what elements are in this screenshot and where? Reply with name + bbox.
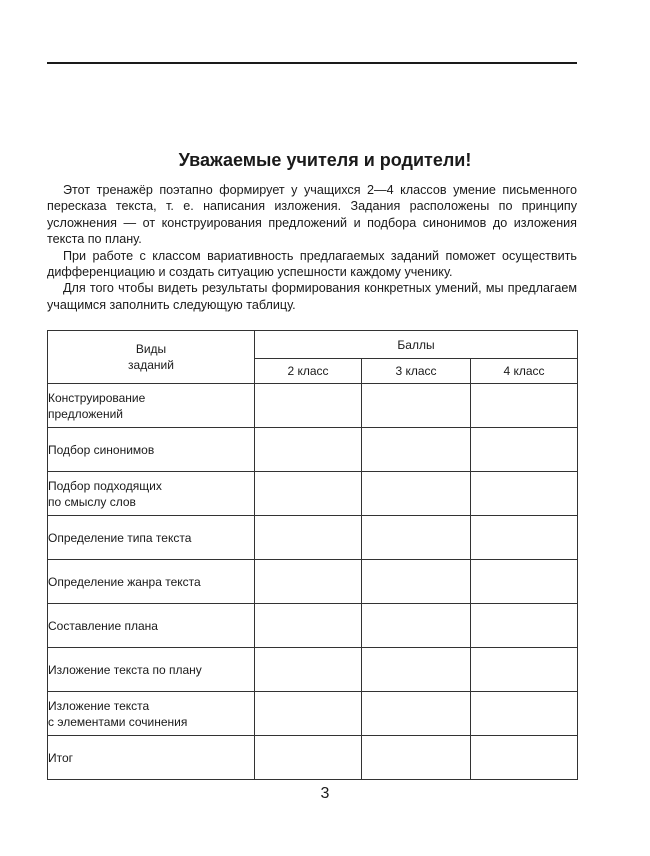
task-name	[48, 428, 255, 472]
task-name-line2: по смыслу слов	[48, 494, 136, 509]
task-name-line1: Подбор синонимов	[48, 442, 155, 457]
score-cell-3[interactable]	[362, 428, 471, 472]
task-name	[48, 648, 255, 692]
score-cell-4[interactable]	[471, 736, 578, 780]
task-name	[48, 516, 255, 560]
page-number: 3	[320, 785, 330, 802]
task-name-line2: предложений	[48, 406, 123, 421]
score-cell-2[interactable]	[255, 472, 362, 516]
score-cell-4[interactable]	[471, 648, 578, 692]
task-name	[48, 384, 255, 428]
score-cell-3[interactable]	[362, 472, 471, 516]
scores-table	[47, 330, 578, 780]
task-kinds-header-line2: заданий	[128, 358, 174, 372]
page-heading: Уважаемые учителя и родители!	[178, 150, 472, 170]
table-row	[48, 736, 578, 780]
table-row	[48, 648, 578, 692]
score-cell-4[interactable]	[471, 472, 578, 516]
intro-paragraph: Для того чтобы видеть результаты формирования конкретных умений, мы предлагаем учащимся заполнить следующую таблицу.	[47, 281, 577, 312]
score-cell-3[interactable]	[362, 604, 471, 648]
task-name-line1: Изложение текста по плану	[48, 662, 202, 677]
task-name-line1: Итог	[48, 750, 74, 765]
grade-header-2: 2 класс	[255, 359, 362, 384]
score-cell-3[interactable]	[362, 692, 471, 736]
points-header: Баллы	[255, 331, 578, 359]
task-name-line1: Определение типа текста	[48, 530, 192, 545]
score-cell-2[interactable]	[255, 604, 362, 648]
score-cell-3[interactable]	[362, 736, 471, 780]
task-name	[48, 604, 255, 648]
task-name-line1: Изложение текста	[48, 698, 150, 713]
score-cell-4[interactable]	[471, 560, 578, 604]
intro-paragraph: При работе с классом вариативность предлагаемых заданий поможет осуществить дифференциацию и создать ситуацию успешности каждому ученику.	[47, 248, 577, 280]
table-row	[48, 516, 578, 560]
task-name	[48, 736, 255, 780]
task-kinds-header	[48, 331, 255, 384]
task-name-line2: с элементами сочинения	[48, 714, 188, 729]
score-cell-2[interactable]	[255, 428, 362, 472]
task-name-line1: Составление плана	[48, 618, 158, 633]
table-row	[48, 604, 578, 648]
task-name	[48, 560, 255, 604]
grade-header-4: 4 класс	[471, 359, 578, 384]
grade-header-3: 3 класс	[362, 359, 471, 384]
score-cell-3[interactable]	[362, 516, 471, 560]
score-cell-4[interactable]	[471, 516, 578, 560]
task-name-line1: Конструирование	[48, 390, 146, 405]
score-cell-2[interactable]	[255, 560, 362, 604]
table-row	[48, 428, 578, 472]
score-cell-4[interactable]	[471, 692, 578, 736]
score-cell-3[interactable]	[362, 648, 471, 692]
score-cell-2[interactable]	[255, 692, 362, 736]
task-name	[48, 692, 255, 736]
score-cell-4[interactable]	[471, 384, 578, 428]
score-cell-3[interactable]	[362, 560, 471, 604]
table-row	[48, 560, 578, 604]
table-row	[48, 472, 578, 516]
score-cell-2[interactable]	[255, 384, 362, 428]
table-row	[48, 384, 578, 428]
intro-text	[47, 182, 577, 313]
score-cell-2[interactable]	[255, 736, 362, 780]
task-name-line1: Подбор подходящих	[48, 478, 162, 493]
score-cell-4[interactable]	[471, 604, 578, 648]
score-cell-4[interactable]	[471, 428, 578, 472]
top-rule	[47, 62, 577, 64]
score-cell-2[interactable]	[255, 648, 362, 692]
table-row	[48, 692, 578, 736]
intro-paragraph: Этот тренажёр поэтапно формирует у учащихся 2—4 классов умение письменного пересказа текста, т. е. написания изложения. Задания расположены по принципу усложнения — от конструирования предложений и подбора синонимов до изложения текста по плану.	[47, 183, 577, 247]
task-name	[48, 472, 255, 516]
task-kinds-header-line1: Виды	[135, 342, 167, 356]
score-cell-3[interactable]	[362, 384, 471, 428]
score-cell-2[interactable]	[255, 516, 362, 560]
task-name-line1: Определение жанра текста	[48, 574, 201, 589]
